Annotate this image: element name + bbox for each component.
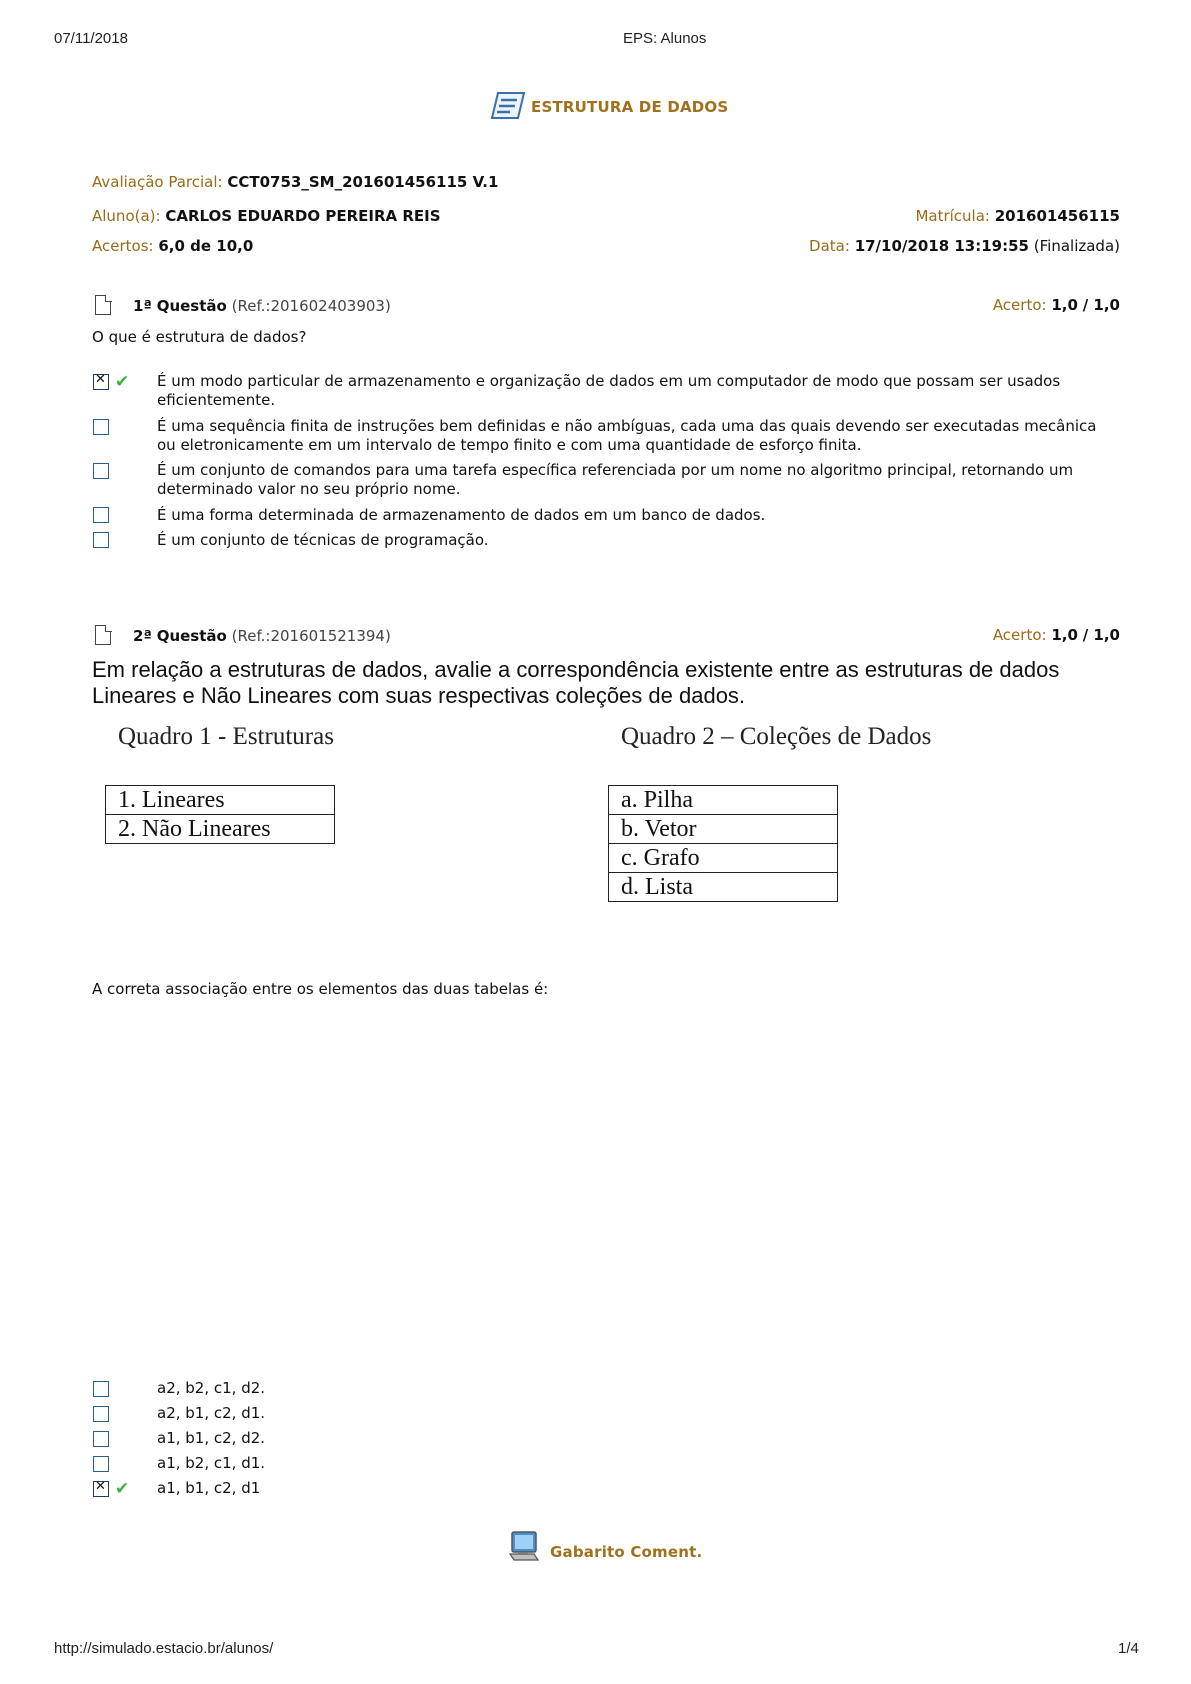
quadro-2-cell: d. Lista (609, 873, 838, 902)
acertos-row (92, 237, 253, 255)
question-2-ref: (Ref.:201601521394) (231, 627, 391, 645)
aluno-row (92, 207, 441, 225)
print-url: http://simulado.estacio.br/alunos/ (54, 1640, 274, 1657)
question-2-acerto-label: Acerto: (992, 626, 1047, 644)
question-2-option-1-checkbox[interactable] (93, 1381, 109, 1397)
question-1-ref: (Ref.:201602403903) (231, 297, 391, 315)
question-2-number: 2ª (133, 627, 152, 645)
aluno-label: Aluno(a): (92, 207, 161, 225)
question-2-acerto (993, 626, 1120, 644)
quadro-2-cell: a. Pilha (609, 786, 838, 815)
quadro-2-table (608, 785, 838, 902)
question-2-option-3-text: a1, b1, c2, d2. (157, 1429, 266, 1447)
table-row (609, 873, 838, 902)
matricula-value: 201601456115 (994, 207, 1120, 225)
question-1-option-1-checkbox[interactable] (93, 374, 109, 390)
table-row (106, 815, 335, 844)
quadro-2-cell: c. Grafo (609, 844, 838, 873)
quadro-2-title: Quadro 2 – Coleções de Dados (621, 723, 932, 750)
question-2-doc-icon (95, 625, 111, 645)
table-row (609, 786, 838, 815)
question-1-header (133, 297, 391, 315)
question-2-option-5-checkbox[interactable] (93, 1481, 109, 1497)
data-row (809, 237, 1120, 255)
brand-title: ESTRUTURA DE DADOS (531, 98, 729, 116)
acertos-value: 6,0 de 10,0 (158, 237, 254, 255)
correct-check-icon: ✔ (115, 372, 130, 392)
avaliacao-label: Avaliação Parcial: (92, 173, 223, 191)
question-2-option-4-checkbox[interactable] (93, 1456, 109, 1472)
question-1-option-2-text: É uma sequência finita de instruções bem definidas e não ambíguas, cada uma das quais devendo ser executadas mecânica ou eletronicamente em um intervalo de tempo finito e com uma quantidade de esforço finita. (157, 417, 1097, 454)
question-2-option-2-text: a2, b1, c2, d1. (157, 1404, 266, 1422)
question-1-option-2-checkbox[interactable] (93, 419, 109, 435)
question-2-header (133, 627, 391, 645)
question-2-acerto-value: 1,0 (1051, 626, 1078, 644)
quadro-1-title: Quadro 1 - Estruturas (118, 723, 334, 750)
print-page: 1/4 (1118, 1640, 1139, 1657)
avaliacao-value: CCT0753_SM_201601456115 V.1 (227, 173, 499, 191)
question-2-option-2-checkbox[interactable] (93, 1406, 109, 1422)
question-1-acerto-total: / 1,0 (1082, 296, 1120, 314)
table-row (609, 815, 838, 844)
table-row (106, 786, 335, 815)
data-value: 17/10/2018 13:19:55 (854, 237, 1029, 255)
question-2-option-3-checkbox[interactable] (93, 1431, 109, 1447)
question-1-label: Questão (156, 297, 227, 315)
question-2-option-4-text: a1, b2, c1, d1. (157, 1454, 266, 1472)
table-row (609, 844, 838, 873)
quadro-1-cell: 1. Lineares (106, 786, 335, 815)
data-label: Data: (809, 237, 850, 255)
question-1-option-5-checkbox[interactable] (93, 532, 109, 548)
question-1-option-4-checkbox[interactable] (93, 507, 109, 523)
question-1-acerto (993, 296, 1120, 314)
print-title: EPS: Alunos (623, 30, 707, 47)
question-1-option-1-text: É um modo particular de armazenamento e organização de dados em um computador de modo que possam ser usados eficientemente. (157, 372, 1061, 409)
question-1-option-4-text: É uma forma determinada de armazenamento de dados em um banco de dados. (157, 506, 766, 524)
matricula-label: Matrícula: (915, 207, 990, 225)
matricula-row (915, 207, 1120, 225)
quadro-2-cell: b. Vetor (609, 815, 838, 844)
print-date: 07/11/2018 (54, 30, 128, 47)
data-status: (Finalizada) (1033, 237, 1120, 255)
quadro-1-cell: 2. Não Lineares (106, 815, 335, 844)
computer-monitor-icon[interactable] (506, 1530, 540, 1564)
question-1-option-3-checkbox[interactable] (93, 463, 109, 479)
question-2-option-5-text: a1, b1, c2, d1 (157, 1479, 261, 1497)
gabarito-link[interactable]: Gabarito Coment. (550, 1543, 703, 1561)
question-2-acerto-total: / 1,0 (1082, 626, 1120, 644)
quadro-1-table (105, 785, 335, 844)
question-1-doc-icon (95, 295, 111, 315)
question-2-option-1-text: a2, b2, c1, d2. (157, 1379, 266, 1397)
question-1-option-5-text: É um conjunto de técnicas de programação. (157, 531, 489, 549)
aluno-value: CARLOS EDUARDO PEREIRA REIS (165, 207, 441, 225)
question-2-sub-prompt: A correta associação entre os elementos das duas tabelas é: (92, 980, 549, 998)
question-2-prompt: Em relação a estruturas de dados, avalie a correspondência existente entre as estruturas de dados Lineares e Não Lineares com suas respectivas coleções de dados. (92, 657, 1060, 708)
question-1-acerto-value: 1,0 (1051, 296, 1078, 314)
avaliacao-row (92, 173, 498, 191)
document-list-icon (490, 90, 526, 122)
correct-check-icon: ✔ (115, 1479, 130, 1499)
question-1-option-3-text: É um conjunto de comandos para uma tarefa específica referenciada por um nome no algoritmo principal, retornando um determinado valor no seu próprio nome. (157, 461, 1074, 498)
question-1-prompt: O que é estrutura de dados? (92, 328, 307, 346)
question-1-number: 1ª (133, 297, 152, 315)
acertos-label: Acertos: (92, 237, 154, 255)
question-1-acerto-label: Acerto: (992, 296, 1047, 314)
question-2-label: Questão (156, 627, 227, 645)
